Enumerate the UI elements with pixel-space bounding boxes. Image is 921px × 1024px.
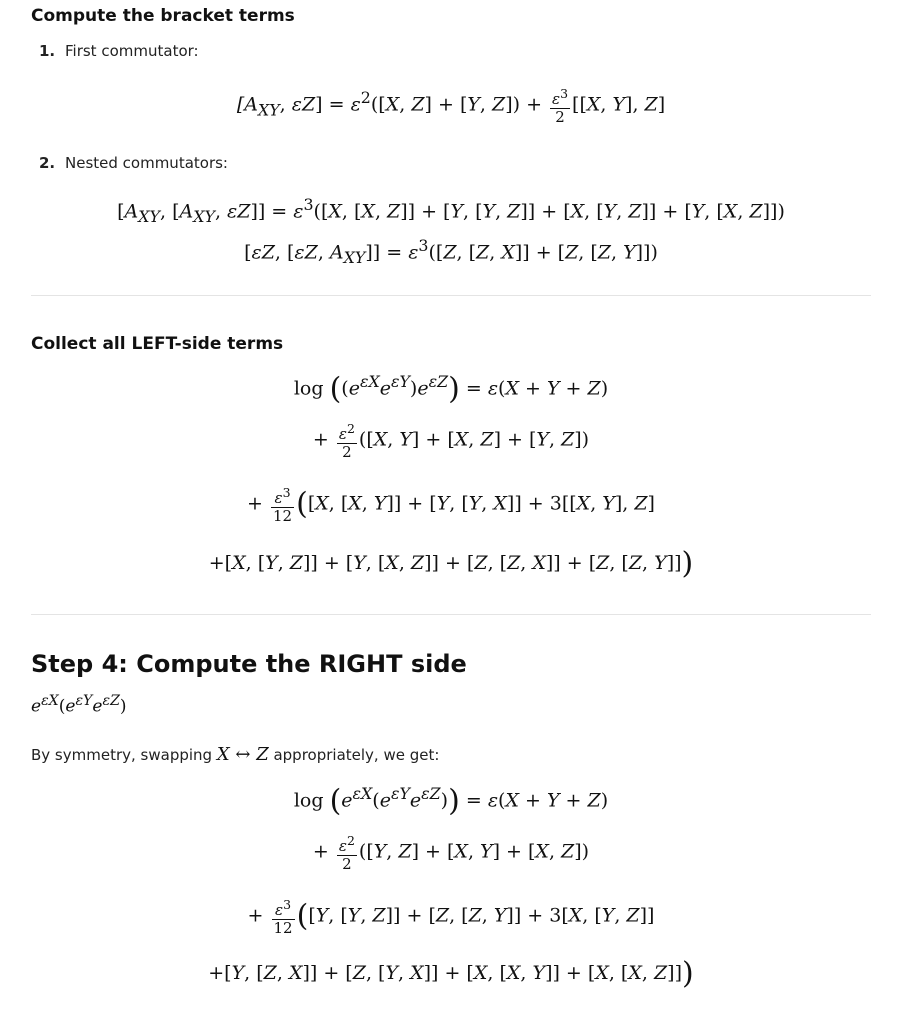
symmetry-paragraph [31,744,439,765]
equation-first-commutator: [$A_{XY}$, $\varepsilon Z] = \varepsilon^2([X$, Z] + [Y, Z]) + $\frac{\varepsilon^3}{2}$ [[X, Y], Z] [236,86,666,126]
divider [31,295,871,296]
equation-right-line-3: + $\frac{\varepsilon^3}{12}$ ([Y, [Y, Z]] + [Z, [Z, Y]] + 3[X, [Y, Z]] [247,897,655,937]
equation-left-line-3: + $\frac{\varepsilon^3}{12}$ ([X, [X, Y]] + [Y, [Y, X]] + 3[[X, Y], Z] [247,485,655,525]
list-item-1 [39,42,199,60]
equation-right-line-2: + $\frac{\varepsilon^2}{2}$ ([Y, Z] + [X, Y] + [X, Z]) [312,833,590,873]
section-heading-step4: Step 4: Compute the RIGHT side [31,650,467,678]
equation-nested-commutator-1: [$A_{XY}$, [$A_{XY}$, $\varepsilon Z]] = \varepsilon^3([X$, [X, Z]] + [Y, [Y, Z]] + [X, [Y, Z]] + [Y, [X, Z]]) [117,195,785,227]
list-number: 2. [39,154,56,172]
inline-math-swap: X ↔ Z [216,744,269,765]
equation-left-line-1: $\log ((e^{\varepsilon X}e^{\varepsilon Y})e^{\varepsilon Z}) = \varepsilon(X + Y + Z)$ [293,371,609,407]
list-item-text: First commutator: [65,42,199,60]
list-item-text: Nested commutators: [65,154,228,172]
equation-right-line-1: $\log (e^{\varepsilon X}(e^{\varepsilon Y}e^{\varepsilon Z})) = \varepsilon(X + Y + Z)$ [293,783,609,819]
section-heading-left-terms: Collect all LEFT-side terms [31,334,284,354]
equation-nested-commutator-2: [εZ, [εZ, $A_{XY}]] = \varepsilon^3([Z$, [Z, X]] + [Z, [Z, Y]]) [244,236,658,268]
equation-left-line-4: +[X, [Y, Z]] + [Y, [X, Z]] + [Z, [Z, X]] + [Z, [Z, Y]]) [208,546,694,581]
equation-left-line-2: + $\frac{\varepsilon^2}{2}$ ([X, Y] + [X, Z] + [Y, Z]) [312,421,590,461]
divider [31,614,871,615]
paragraph-text-after: appropriately, we get: [268,746,440,764]
equation-right-line-4: +[Y, [Z, X]] + [Z, [Y, X]] + [X, [X, Y]] + [X, [X, Z]]) [208,956,694,991]
list-item-2 [39,154,228,172]
list-number: 1. [39,42,56,60]
right-side-expression: $e^{\varepsilon X}(e^{\varepsilon Y}e^{\varepsilon Z})$ [31,693,127,717]
section-heading-bracket-terms: Compute the bracket terms [31,6,295,26]
paragraph-text-before: By symmetry, swapping [31,746,217,764]
